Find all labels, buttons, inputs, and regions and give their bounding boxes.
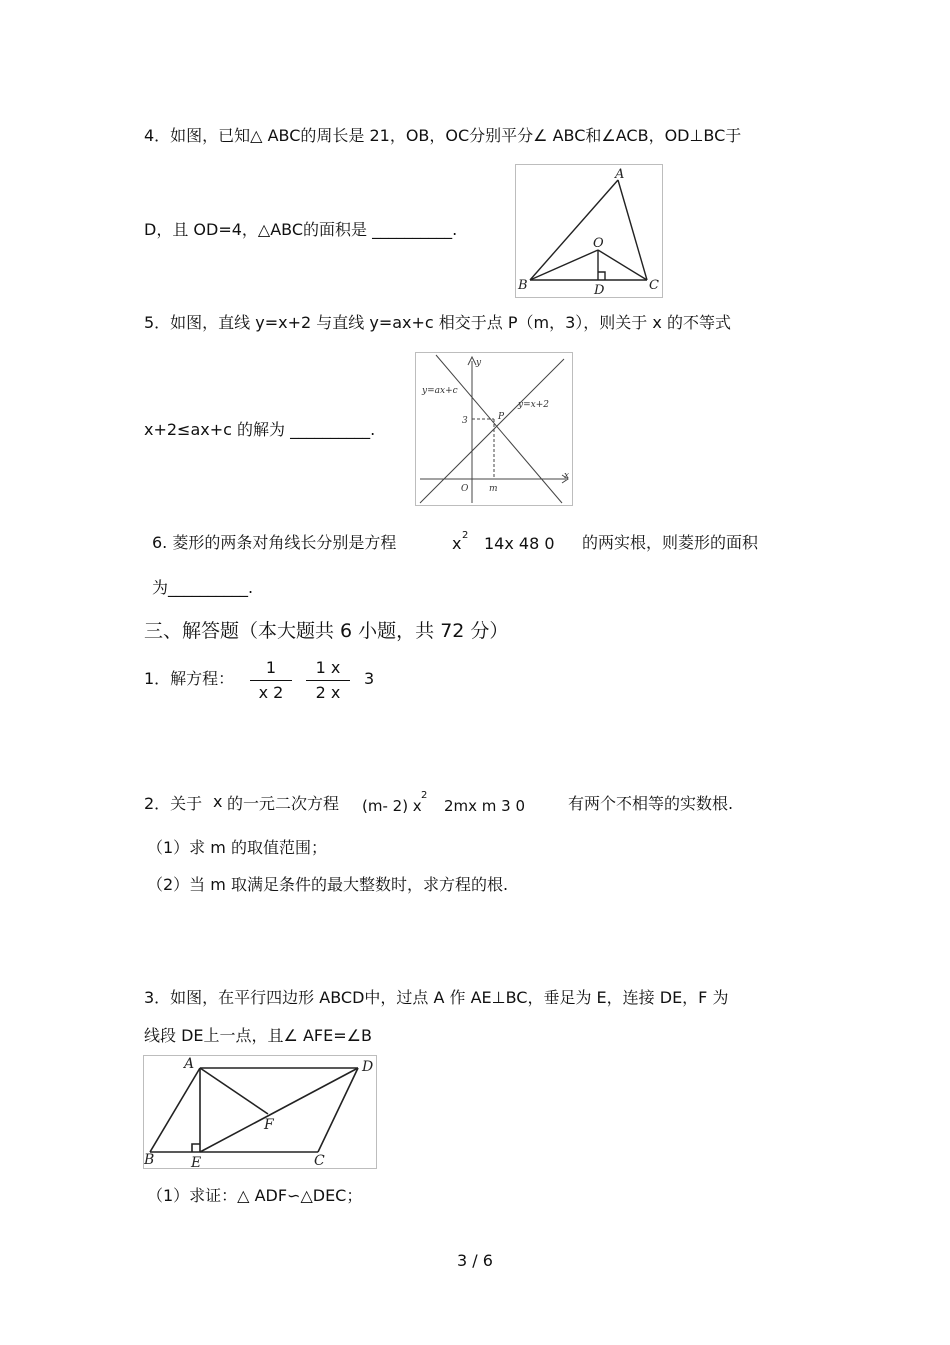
q6-line2: 为__________. — [152, 578, 254, 597]
p3-label-d: D — [362, 1059, 374, 1075]
p1-fraction-2-denominator: 2 x — [315, 683, 341, 702]
p3-line2: 线段 DE上一点，且∠ AFE=∠B — [144, 1026, 372, 1045]
q6-suffix: 的两实根，则菱形的面积 — [582, 533, 759, 552]
q4-label-b: B — [518, 278, 528, 293]
q4-label-o: O — [593, 236, 604, 251]
q5-label-ax-c: y=ax+c — [422, 386, 458, 396]
p3-label-e: E — [191, 1155, 202, 1168]
section3-heading: 三、解答题（本大题共 6 小题，共 72 分） — [144, 620, 509, 642]
p2-equation-part-a: (m- 2) x — [362, 797, 422, 815]
p2-sub1: （1）求 m 的取值范围； — [147, 838, 327, 857]
p3-segment-af — [200, 1068, 268, 1114]
q5-graph-figure — [415, 352, 573, 506]
p3-side-cd — [318, 1068, 358, 1152]
p1-fraction-1 — [250, 658, 292, 703]
q4-side-ab — [530, 180, 618, 280]
q4-label-d: D — [594, 283, 605, 297]
p3-label-f: F — [264, 1117, 274, 1133]
p2-prefix: 2．关于 — [144, 794, 203, 813]
q4-label-c: C — [649, 278, 659, 293]
p1-fraction-2 — [306, 658, 350, 703]
q5-label-y: y — [476, 358, 482, 368]
q6-prefix: 6. 菱形的两条对角线长分别是方程 — [152, 533, 397, 552]
p2-var-x: x — [213, 792, 223, 811]
p3-parallelogram-svg — [144, 1056, 376, 1168]
q6-exponent: 2 — [462, 530, 469, 541]
q6-equation-terms: 14x 48 0 — [484, 534, 555, 553]
q5-line-y-x-plus-2 — [420, 359, 564, 503]
q5-label-3: 3 — [462, 416, 468, 426]
q5-line1: 5．如图，直线 y=x+2 与直线 y=ax+c 相交于点 P（m，3），则关于 x 的不等式 — [144, 313, 731, 332]
p2-equation-part-b: 2mx m 3 0 — [444, 797, 526, 815]
q5-label-x-2: y=x+2 — [518, 400, 549, 410]
p3-label-b: B — [144, 1152, 155, 1168]
q4-line1: 4．如图，已知△ ABC的周长是 21，OB，OC分别平分∠ ABC和∠ACB，OD⊥BC于 — [144, 126, 742, 145]
p3-line1: 3．如图，在平行四边形 ABCD中，过点 A 作 AE⊥BC，垂足为 E，连接 DE，F 为 — [144, 988, 729, 1007]
p3-segment-de — [200, 1068, 358, 1152]
p1-fraction-1-bar — [250, 680, 292, 681]
p2-suffix: 有两个不相等的实数根. — [568, 794, 734, 813]
p3-parallelogram-figure — [143, 1055, 377, 1169]
p1-fraction-2-bar — [306, 680, 350, 681]
q5-label-m: m — [489, 484, 498, 494]
p2-exponent: 2 — [421, 790, 428, 801]
p3-side-ab — [150, 1068, 200, 1152]
q5-label-x: x — [564, 471, 570, 481]
page-number: 3 / 6 — [457, 1251, 493, 1270]
q5-line2: x+2≤ax+c 的解为 __________. — [144, 420, 376, 439]
q4-right-angle-mark — [598, 272, 605, 280]
p1-fraction-1-denominator: x 2 — [258, 683, 284, 702]
p3-sub1: （1）求证：△ ADF∽△DEC； — [147, 1186, 363, 1205]
q6-var-x: x — [452, 534, 462, 553]
q5-label-o: O — [461, 484, 469, 494]
q4-line2: D，且 OD=4，△ABC的面积是 __________. — [144, 220, 458, 239]
q4-triangle-svg — [516, 165, 662, 297]
p1-label: 1．解方程： — [144, 669, 235, 688]
p2-sub2: （2）当 m 取满足条件的最大整数时，求方程的根. — [147, 875, 509, 894]
q5-label-p: P — [498, 412, 505, 422]
p1-fraction-1-numerator: 1 — [265, 658, 277, 677]
q4-segment-ob — [530, 250, 598, 280]
p3-label-a: A — [184, 1056, 195, 1072]
q4-triangle-figure — [515, 164, 663, 298]
q5-graph-svg — [416, 353, 572, 505]
p3-label-c: C — [314, 1153, 325, 1168]
q5-line-y-ax-plus-c — [436, 355, 562, 503]
q4-label-a: A — [615, 167, 625, 182]
p1-rhs: 3 — [364, 669, 375, 688]
p1-fraction-2-numerator: 1 x — [315, 658, 341, 677]
p3-right-angle-mark — [192, 1144, 200, 1152]
p2-mid-text: 的一元二次方程 — [227, 794, 340, 813]
